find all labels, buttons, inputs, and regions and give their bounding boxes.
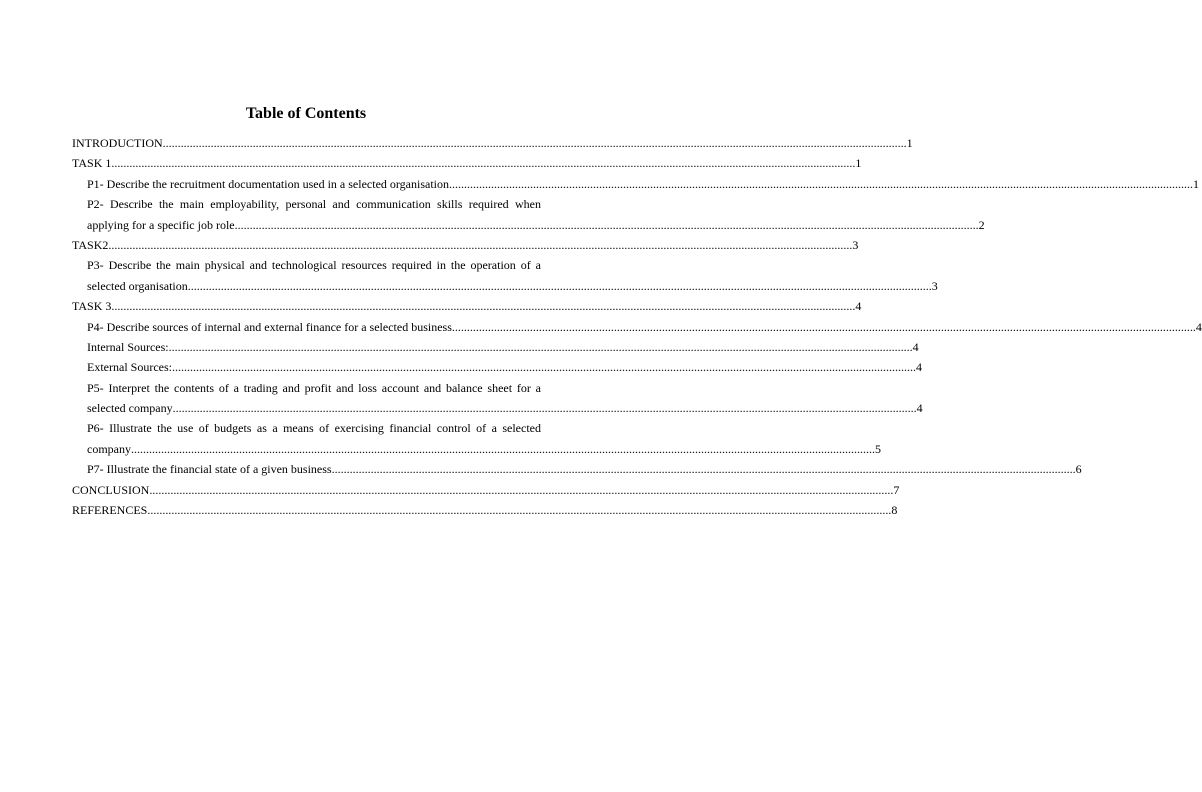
toc-entry-text: CONCLUSION — [72, 482, 150, 497]
toc-entry-text: P4- Describe sources of internal and external finance for a selected business — [87, 319, 452, 334]
toc-leader-dots — [449, 174, 1193, 194]
toc-list — [72, 133, 1202, 520]
toc-entry-text: company — [87, 441, 131, 456]
toc-entry-text: P7- Illustrate the financial state of a given business — [87, 462, 332, 477]
toc-page-number: 4 — [855, 299, 862, 314]
toc-page-number: 2 — [978, 217, 985, 232]
toc-page-number: 4 — [916, 401, 923, 416]
toc-leader-dots — [173, 398, 917, 418]
toc-entry-text: TASK 3 — [72, 299, 112, 314]
toc-page-number: 3 — [931, 278, 938, 293]
toc-entry-text: TASK2 — [72, 237, 109, 252]
toc-page-number: 3 — [852, 237, 859, 252]
toc-page-number: 1 — [855, 156, 862, 171]
toc-entry-p4[interactable] — [72, 317, 1202, 337]
toc-entry-task-3[interactable] — [72, 296, 862, 316]
toc-entry-task-2[interactable] — [72, 235, 859, 255]
toc-entry-text-line1: P2- Describe the main employability, personal and communication skills required when — [87, 197, 541, 212]
toc-leader-dots — [111, 296, 855, 316]
toc-leader-dots — [332, 459, 1076, 479]
toc-title: Table of Contents — [245, 105, 367, 122]
toc-entry-task-1[interactable] — [72, 153, 862, 173]
toc-entry-text-line1: P6- Illustrate the use of budgets as a means of exercising financial control of a selected — [87, 421, 541, 436]
toc-entry-text: selected organisation — [87, 278, 188, 293]
toc-entry-p6[interactable] — [72, 418, 881, 459]
toc-entry-text: External Sources: — [87, 360, 172, 375]
toc-entry-text: INTRODUCTION — [72, 136, 163, 150]
toc-entry-text: Internal Sources: — [87, 339, 169, 354]
toc-entry-introduction[interactable] — [72, 133, 913, 153]
toc-page-number: 1 — [906, 136, 913, 150]
toc-leader-dots — [163, 133, 907, 153]
toc-leader-dots — [172, 357, 916, 377]
toc-leader-dots — [149, 480, 893, 500]
toc-entry-external-sources[interactable] — [72, 357, 922, 377]
toc-page-number: 4 — [1195, 319, 1202, 334]
toc-page-number: 5 — [875, 441, 881, 456]
toc-page-number: 6 — [1075, 462, 1082, 477]
toc-page-number: 1 — [1193, 176, 1199, 191]
toc-leader-dots — [169, 337, 913, 357]
toc-leader-dots — [147, 500, 891, 520]
toc-page-number: 4 — [915, 360, 922, 375]
toc-entry-text: P1- Describe the recruitment documentation used in a selected organisation — [87, 176, 449, 191]
toc-leader-dots — [111, 153, 855, 173]
toc-leader-dots — [235, 215, 979, 235]
toc-entry-text-line1: P5- Interpret the contents of a trading and profit and loss account and balance sheet for a — [87, 380, 541, 395]
toc-entry-references[interactable] — [72, 500, 898, 520]
toc-entry-text: TASK 1 — [72, 156, 112, 171]
toc-entry-p7[interactable] — [72, 459, 1082, 479]
toc-entry-text: selected company — [87, 401, 173, 416]
toc-entry-p3[interactable] — [72, 255, 938, 296]
toc-entry-text-line1: P3- Describe the main physical and technological resources required in the operation of a — [87, 258, 541, 273]
toc-leader-dots — [131, 439, 875, 459]
toc-entry-p1[interactable] — [72, 174, 1199, 194]
toc-page-number: 7 — [893, 482, 900, 497]
toc-page-number: 8 — [891, 503, 898, 518]
toc-leader-dots — [452, 317, 1196, 337]
toc-leader-dots — [108, 235, 852, 255]
toc-entry-conclusion[interactable] — [72, 480, 900, 500]
toc-entry-text: REFERENCES — [72, 503, 148, 518]
toc-page-number: 4 — [912, 339, 919, 354]
toc-entry-internal-sources[interactable] — [72, 337, 919, 357]
toc-leader-dots — [188, 276, 932, 296]
toc-entry-text: applying for a specific job role — [87, 217, 235, 232]
toc-entry-p5[interactable] — [72, 378, 923, 419]
toc-entry-p2[interactable] — [72, 194, 985, 235]
